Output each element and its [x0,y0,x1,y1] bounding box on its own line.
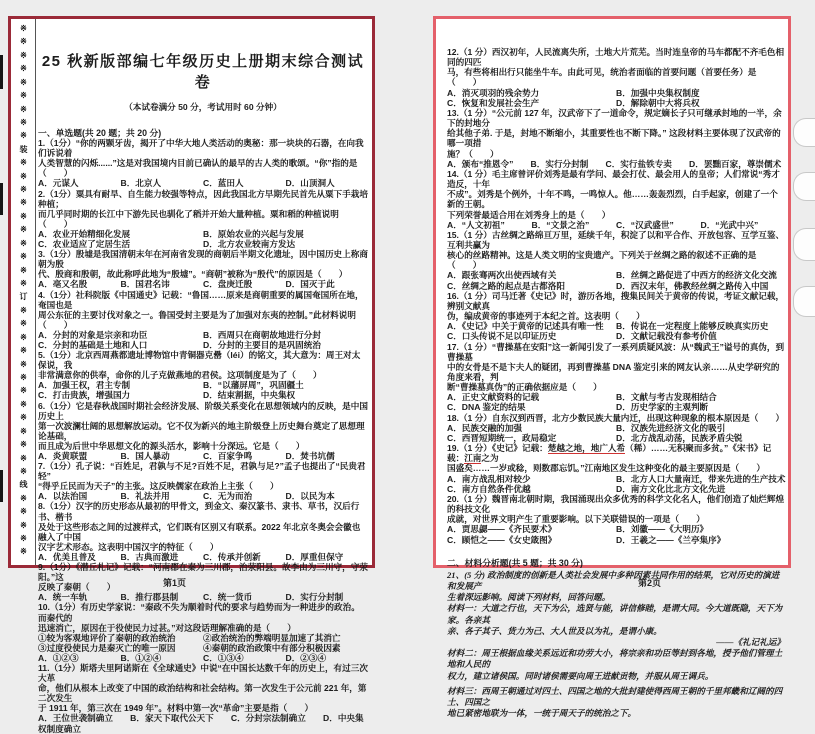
option-item: B．原始农业的兴起与发展 [203,228,304,239]
binding-mark: ※ [20,279,27,289]
option-item: B．北方人口大量南迁，带来先进的生产技术 [616,473,786,484]
option-item: A．正史文献资料的记载 [447,392,540,403]
binding-mark: 装 [19,144,28,154]
text-line: 于 1911 年，第三次在 1949 年”。材料中第一次“革命”主要是指（ ） [38,703,314,714]
text-line: 下列荣誉最适合用在刘秀身上的是（ ） [447,209,611,220]
question-block [447,108,785,169]
option-item: ①较为客观地评价了秦朝的政治统治 [38,632,176,643]
text-line: 1.（1分）“你的两颗牙齿，揭开了中华大地人类活动的奥秘：那一块块的石器，在向我们诉说着 [38,138,364,159]
text-line [447,220,785,230]
option-item: D．分封的主要目的是巩固统治 [203,339,321,350]
binding-mark: ※ [20,238,27,248]
option-item: A．统一车轨 [38,592,88,603]
text-line: 而几乎同时期的长江中下游先民也驯化了稻并开始大量种植。粟和稻的种植说明（ ） [38,208,339,229]
binding-mark: ※ [20,158,27,168]
text-line: A．王位世袭制确立 B．家天下取代公天下 C．分封宗法制确立 D．中央集权制度确立 [38,713,364,734]
binding-mark: ※ [20,520,27,530]
option-item: A．亳又名殷 [38,279,88,290]
binding-mark: ※ [20,198,27,208]
text-line: 迅速消亡，原因在于役使民力过甚。”对这段话理解准确的是（ ） [38,622,296,633]
option-item: ②政治统治的弊端明显加速了其消亡 [203,632,341,643]
text-line: 而且成为后世中华思想文化的源头活水，影响十分深远。它是（ ） [38,440,305,451]
text-line: 周公东征的主要讨伐对象之一。鲁国受封主要是为了加强对东夷的控制。”此材料说明（ ） [38,309,356,330]
text-line [38,390,368,400]
option-item: B．古典而激进 [120,551,179,562]
option-item: C．DNA 鉴定的结果 [447,402,526,413]
binding-mark: ※ [20,37,27,47]
text-line: 地已紧密地联为一体，一统于周天子的统治之下。 [447,708,637,719]
option-item: B．传说在一定程度上能够反映真实历史 [616,321,769,332]
option-item: C．西晋短期统一，政局稳定 [447,432,557,443]
option-item: A．“人文初祖” [447,219,505,230]
option-item: B．国人暴动 [120,451,170,461]
material-analysis-list [447,570,785,720]
text-line [38,643,368,653]
question-block [38,401,368,462]
text-line: 21、(5 分) 政治制度的创新是人类社会发展中多种因素共同作用的结果，它对历史的演进和发展产 [447,569,780,591]
text-line: 人类智慧的闪烁......”这是对我国境内目前已确认的最早的古人类的歌颂。“你”指的是 [38,158,358,169]
option-item: A．优美且普及 [38,551,96,562]
binding-mark: ※ [20,104,27,114]
text-line: 伪，编成黄帝的事迹列于本纪之首。这表明（ ） [447,311,645,322]
option-item: D．王羲之——《兰亭集序》 [616,534,726,545]
option-item: B．北京人 [120,178,162,189]
question-block [38,663,368,734]
text-line: 断“曹操墓真伪”的正确依据应是（ ） [447,382,602,393]
binding-mark: ※ [20,534,27,544]
binding-mark: ※ [20,453,27,463]
option-item: D．北方农业较南方发达 [203,239,296,250]
binding-mark: ※ [20,547,27,557]
text-line [447,88,785,98]
text-line: 亲、各子其子、货力为己、大人世及以为礼，是谓小康。 [447,625,662,636]
binding-mark: ※ [20,265,27,275]
text-line: 4.（1分）社科院版《中国通史》记载：“鲁国……原来是商朝重要的属国奄国所在地，奄国也是 [38,289,364,310]
option-item: C．统一货币 [203,592,253,603]
option-item: B．①②④ [120,652,162,663]
text-line: 17.（1 分）“曹操墓在安阳”这一新闻引发了一系列质疑风波：从“魏武王”谥号的真伪，到曹操墓 [447,341,785,362]
option-item: A．加强王权，君主专制 [38,380,131,391]
text-line: 18.（1 分）自东汉到西晋，北方少数民族大量内迁，出现这种现象的根本原因是（ ） [447,412,785,423]
text-line: 施？（ ） [447,148,499,159]
text-line: 汉字艺术形态。这表明中国汉字的特征（ ） [38,541,219,552]
text-line [447,524,785,534]
option-item: D．厚重但保守 [285,551,344,562]
question-list-left [38,138,368,734]
text-line: 11.（1分）斯塔夫里阿诺斯在《全球通史》中说“在中国长达数千年的历史上，有过三次大革 [38,662,368,684]
option-item: C．农业适应了定居生活 [38,239,131,250]
option-item: A．《史记》中关于黄帝的记述具有唯一性 [447,321,604,332]
binding-mark: ※ [20,359,27,369]
option-item: A．跟张骞两次出使西域有关 [447,270,557,281]
binding-mark: ※ [20,440,27,450]
option-item: D．文献记载没有参考价值 [616,331,717,342]
question-block [38,290,368,351]
text-line [38,653,368,663]
binding-mark: ※ [20,346,27,356]
text-line: A．颁布“推恩令” B．实行分封制 C．实行盐铁专卖 D．罢黜百家，尊崇儒术 [447,158,782,169]
option-item: C．传承并创新 [203,551,261,562]
text-line [447,423,785,433]
text-line: 15.（1 分）古丝绸之路绵亘万里，延续千年，积淀了以和平合作、开放包容、互学互鉴、互利共赢为 [447,229,785,250]
option-item: A．炎黄联盟 [38,451,88,461]
binding-mark: ※ [20,319,27,329]
text-line: 给其他子弟. 于是，封地不断缩小，其重要性也不断下降。” 这段材料主要体现了汉武帝的哪一项措 [447,128,781,149]
question-block [447,443,785,494]
option-item: D．北方战乱动荡，民族矛盾尖锐 [616,432,743,443]
text-line [38,330,368,340]
option-item: D．以民为本 [285,491,335,502]
text-line: 命，他们从根本上改变了中国的政治结构和社会结构。第一次发生于公元前 221 年，第二次发生 [38,683,367,704]
text-line: 反映了秦朝（ ） [38,582,116,593]
binding-mark: ※ [20,413,27,423]
option-item: A．以法治国 [38,491,88,502]
option-item: C．口头传说不足以印证历史 [447,331,557,342]
binding-mark: ※ [20,426,27,436]
question-block [447,47,785,108]
binding-mark: ※ [20,386,27,396]
text-line: 材料一：大道之行也，天下为公，选贤与能，讲信修睦，是谓大同。今大道既隐，天下为家。各亲其 [447,603,783,625]
section-heading-single-choice: 一、单选题(共 20 题；共 20 分) [38,128,162,138]
question-block [447,570,785,720]
text-line: 8.（1分）汉字的历史形态从最初的甲骨文，到金文、秦汉篆书、隶书、草书，汉后行书、楷书 [38,501,360,522]
binding-mark: ※ [20,117,27,127]
option-item: B．文献与考古发现相结合 [616,392,717,403]
option-item: D．实行分封制 [285,592,344,603]
text-line: 12.（1 分）西汉初年，人民流离失所，土地大片荒芜。当时连皇帝的马车都配不齐毛色相同的四匹 [447,47,785,68]
option-item: D．南方文化比北方文化先进 [616,483,726,494]
text-line: 材料三：西周王朝通过对四土、四国之地的大批封建使得西周王朝的千里邦畿和辽阔的四土、四国之 [447,685,783,707]
option-item: D．结束割据，中央集权 [203,390,296,401]
question-block [447,494,785,545]
question-block [447,342,785,413]
binding-mark: ※ [20,399,27,409]
option-item: C．蓝田人 [203,178,244,189]
page1-content [38,19,368,734]
text-line [38,552,368,562]
option-item: C．打击贵族，增强国力 [38,390,131,401]
option-item: B．推行郡县制 [120,592,179,603]
binding-mark: ※ [20,466,27,476]
question-block [447,413,785,443]
text-line [38,633,368,643]
question-list-right [447,47,785,545]
option-item: B．“文景之治” [531,219,590,230]
side-toolbar-button[interactable] [793,228,815,261]
option-item: D．②③④ [285,652,327,663]
option-item: B．加强中央集权制度 [616,87,700,98]
text-line: 成就，对世界文明产生了重要影响。以下关联错误的一项是（ ） [447,514,705,525]
binding-mark: ※ [20,225,27,235]
text-line: 第一次波澜壮阔的思想解放运动。它不仅为新兴的地主阶级登上历史舞台奠定了思想理论基础， [38,420,365,441]
text-line: 生着深远影响。阅读下列材料，回答问题。 [447,592,611,603]
binding-mark: ※ [20,305,27,315]
binding-mark: ※ [20,252,27,262]
text-line: 及处于这些形态之间的过渡样式，它们既有区别又有联系。2022 年北京冬奥会会徽也融入了中国 [38,521,361,542]
text-line [38,239,368,249]
option-item: C．丝绸之路的起点是古都洛阳 [447,280,565,291]
option-item: ④秦朝的政治政策中有部分积极因素 [203,642,341,653]
option-item: A．贾思勰——《齐民要术》 [447,524,557,535]
text-line [447,433,785,443]
option-item: B．国君名讳 [120,279,170,290]
binding-mark: ※ [20,211,27,221]
binding-mark: ※ [20,185,27,195]
text-line [447,474,785,484]
option-item: C．南方自然条件优越 [447,483,531,494]
option-item: C．“汉武盛世” [616,219,674,230]
binding-mark: ※ [20,131,27,141]
question-block [38,562,368,602]
text-line: 14.（1 分）毛主席曾评价刘秀是最有学问、最会打仗、最会用人的皇帝；人们常说“秀才造反，十年 [447,168,780,190]
binding-mark: ※ [20,91,27,101]
text-line: 16.（1 分）司马迁著《史记》时，游历各地，搜集民间关于黄帝的传说，考证文献记载，辨别文献真 [447,290,785,311]
binding-mark: ※ [20,332,27,342]
option-item: C．分封的基础是土地和人口 [38,339,148,350]
text-line: 材料二：周王根据血缘关系远近和功劳大小，将宗亲和功臣等封到各地，授予他们管理土地和人民的 [447,648,783,670]
binding-mark: ※ [20,77,27,87]
binding-mark: ※ [20,507,27,517]
text-line: ——《礼记礼运》 [716,636,785,647]
option-item: B．“以藩屏周”，巩固疆土 [203,380,304,391]
option-item: C．顾恺之——《女史箴图》 [447,534,557,545]
text-line: “得乎丘民而为天子”的主张。这反映儒家在政治上主张（ ） [38,481,279,492]
binding-mark: ※ [20,171,27,181]
text-line: 3.（1分）殷墟是我国清朝末年在河南省发现的商朝后半期文化遗址，因中国历史上称商朝为殷 [38,249,368,270]
question-block [38,189,368,250]
option-item: D．焚书坑儒 [285,451,335,461]
option-item: D．山顶洞人 [285,178,335,189]
page2-footer: 第2页 [638,578,662,588]
option-item: A．民族交融的加强 [447,422,522,433]
text-line: 10.（1分）有历史学家说：“秦政不失为顺着时代的要求与趋势而为一种进步的政治。而秦代的 [38,602,360,623]
question-block [447,169,785,230]
section-heading-material-analysis: 二、材料分析题(共 5 题；共 30 分) [447,557,583,568]
page2-content [447,47,785,719]
option-item: C．①③④ [203,652,244,663]
question-block [38,461,368,501]
text-line: 6.（1分）它是春秋战国时期社会经济发展、阶级关系变化在思想领域内的反映，是中国历史上 [38,400,368,421]
question-block [38,501,368,562]
text-line [447,392,785,402]
text-line [38,229,368,239]
option-item: D．西汉末年，佛教经丝绸之路传入中国 [616,280,769,291]
text-line [447,402,785,412]
text-line [38,279,368,289]
option-item: A．分封的对象是宗亲和功臣 [38,329,148,340]
option-item: D．解除朝中大将兵权 [616,97,700,108]
option-item: B．汉族先进经济文化的吸引 [616,422,726,433]
text-line [447,331,785,341]
binding-mark: 线 [19,480,28,490]
question-block [38,249,368,289]
text-line [447,98,785,108]
text-line: 13.（1 分）“公元前 127 年，汉武帝下了一道命令，规定嫡长子只可继承封地的一半，余下的封地分 [447,107,782,129]
fold-mark [0,55,3,89]
text-line [447,270,785,280]
option-item: C．盘庚迁殷 [203,279,253,290]
text-line [447,321,785,331]
binding-line [35,19,36,565]
text-line: 2.（1分）粟具有耐旱、自生能力较强等特点，因此我国北方早期先民首先从粟下手栽培种植； [38,188,368,209]
page1-footer: 第1页 [163,578,187,588]
text-line: 国盛矣……一岁或稔，则数郡忘饥。”江南地区发生这种变化的最主要原因是（ ） [447,463,765,474]
option-item: B．刘徽——《大明历》 [616,524,709,535]
text-line: 非常满意你的供奉，命你的儿子克做燕地的君侯。这项制度是为了（ ） [38,370,322,381]
page-subtitle: （本试卷满分 50 分，考试用时 60 分钟） [124,102,282,112]
underlined-text: 江南 [464,453,482,464]
text-line: 核心的丝路精神。这是人类文明的宝贵遗产。下列关于丝绸之路的叙述不正确的是（ ） [447,250,757,271]
option-item: A．农业开始精细化发展 [38,228,131,239]
text-line: 5.（1分）北京西周燕都遗址博物馆中青铜器克罍（léi）的铭文，其大意为：周王对太保说，我 [38,350,361,371]
text-line [447,484,785,494]
option-item: D．历史学家的主观判断 [616,402,709,413]
text-line: 9.（1分）《潜丘札记》记载：“河南郡在秦为三川郡，治荥阳县。故李由为三川守，守荥阳。”这 [38,562,368,583]
binding-mark: ※ [20,372,27,382]
option-item: A．①②③ [38,652,79,663]
option-item: A．南方战乱相对较少 [447,473,531,484]
text-line: 7.（1分）孔子说：“百姓足，君孰与不足?百姓不足，君孰与足?”孟子也提出了“民贵君轻” [38,461,366,482]
text-line: 不成”。刘秀是个例外，十年不鸣，一鸣惊人。他……轰轰烈烈，白手起家，创建了一个新的王朝。 [447,189,778,210]
fold-mark [0,470,3,502]
option-item: ③过度役使民力是秦灭亡的唯一原因 [38,642,176,653]
option-item: B．礼法并用 [120,491,170,502]
text-line [38,491,368,501]
binding-mark: ※ [20,50,27,60]
option-item: A．元谋人 [38,178,79,189]
binding-mark: ※ [20,24,27,33]
side-toolbar-button[interactable] [793,286,815,317]
binding-strip [16,25,31,557]
text-line [447,281,785,291]
option-item: C．无为而治 [203,491,253,502]
text-line [38,592,368,602]
fold-mark [0,183,3,215]
option-item: B．丝绸之路促进了中西方的经济文化交流 [616,270,777,281]
option-item: C．百家争鸣 [203,451,253,461]
text-line [38,340,368,350]
text-line: 马，有些将相出行只能坐牛车。由此可见，统治者面临的首要问题（首要任务）是（ ） [447,67,757,88]
text-line: 权力，建立诸侯国。同时诸侯需要向周王进献贡物，并服从周王调兵。 [447,670,714,681]
side-toolbar-button[interactable] [793,118,815,147]
option-item: C．恢复和发展社会生产 [447,97,540,108]
text-line [38,380,368,390]
option-item: D．国灭于此 [285,279,335,290]
question-block [38,138,368,188]
text-line [447,535,785,545]
option-item: B．西周只在商朝故地进行分封 [203,329,321,340]
text-line: 20.（1 分）魏晋南北朝时期，我国涌现出众多优秀的科学文化名人，他们创造了灿烂辉煌的科技文化 [447,493,785,515]
text-line [38,451,368,461]
text-line [38,178,368,188]
binding-mark: ※ [20,64,27,74]
question-block [38,350,368,400]
underlined-text: 楚越之地，地广人希 [547,443,626,454]
binding-mark: 订 [19,292,28,302]
text-line: 代、殷商和殷朝，故此称呼此地为“殷墟”。“商朝”被称为“殷代”的原因是（ ） [38,269,348,280]
option-item: D．“光武中兴” [700,219,759,230]
binding-mark: ※ [20,493,27,503]
text-line: 中的女骨是不是卞夫人的疑团，再到曹操墓 DNA 鉴定引来的网友认亲……从史学研究的角度来看，判 [447,361,780,382]
text-line: （ ） [38,168,73,179]
question-block [38,602,368,663]
option-item: A．消灭项羽的残余势力 [447,87,540,98]
question-block [447,230,785,291]
question-block [447,291,785,342]
text-line: 19.（1 分）《史记》记载：楚越之地，地广人希（稀）……无积聚而多贫。”《宋书》记载：江南之为 [447,443,772,464]
side-toolbar-button[interactable] [793,172,815,201]
page-title: 25 秋新版部编七年级历史上册期末综合测试卷 [41,53,365,91]
